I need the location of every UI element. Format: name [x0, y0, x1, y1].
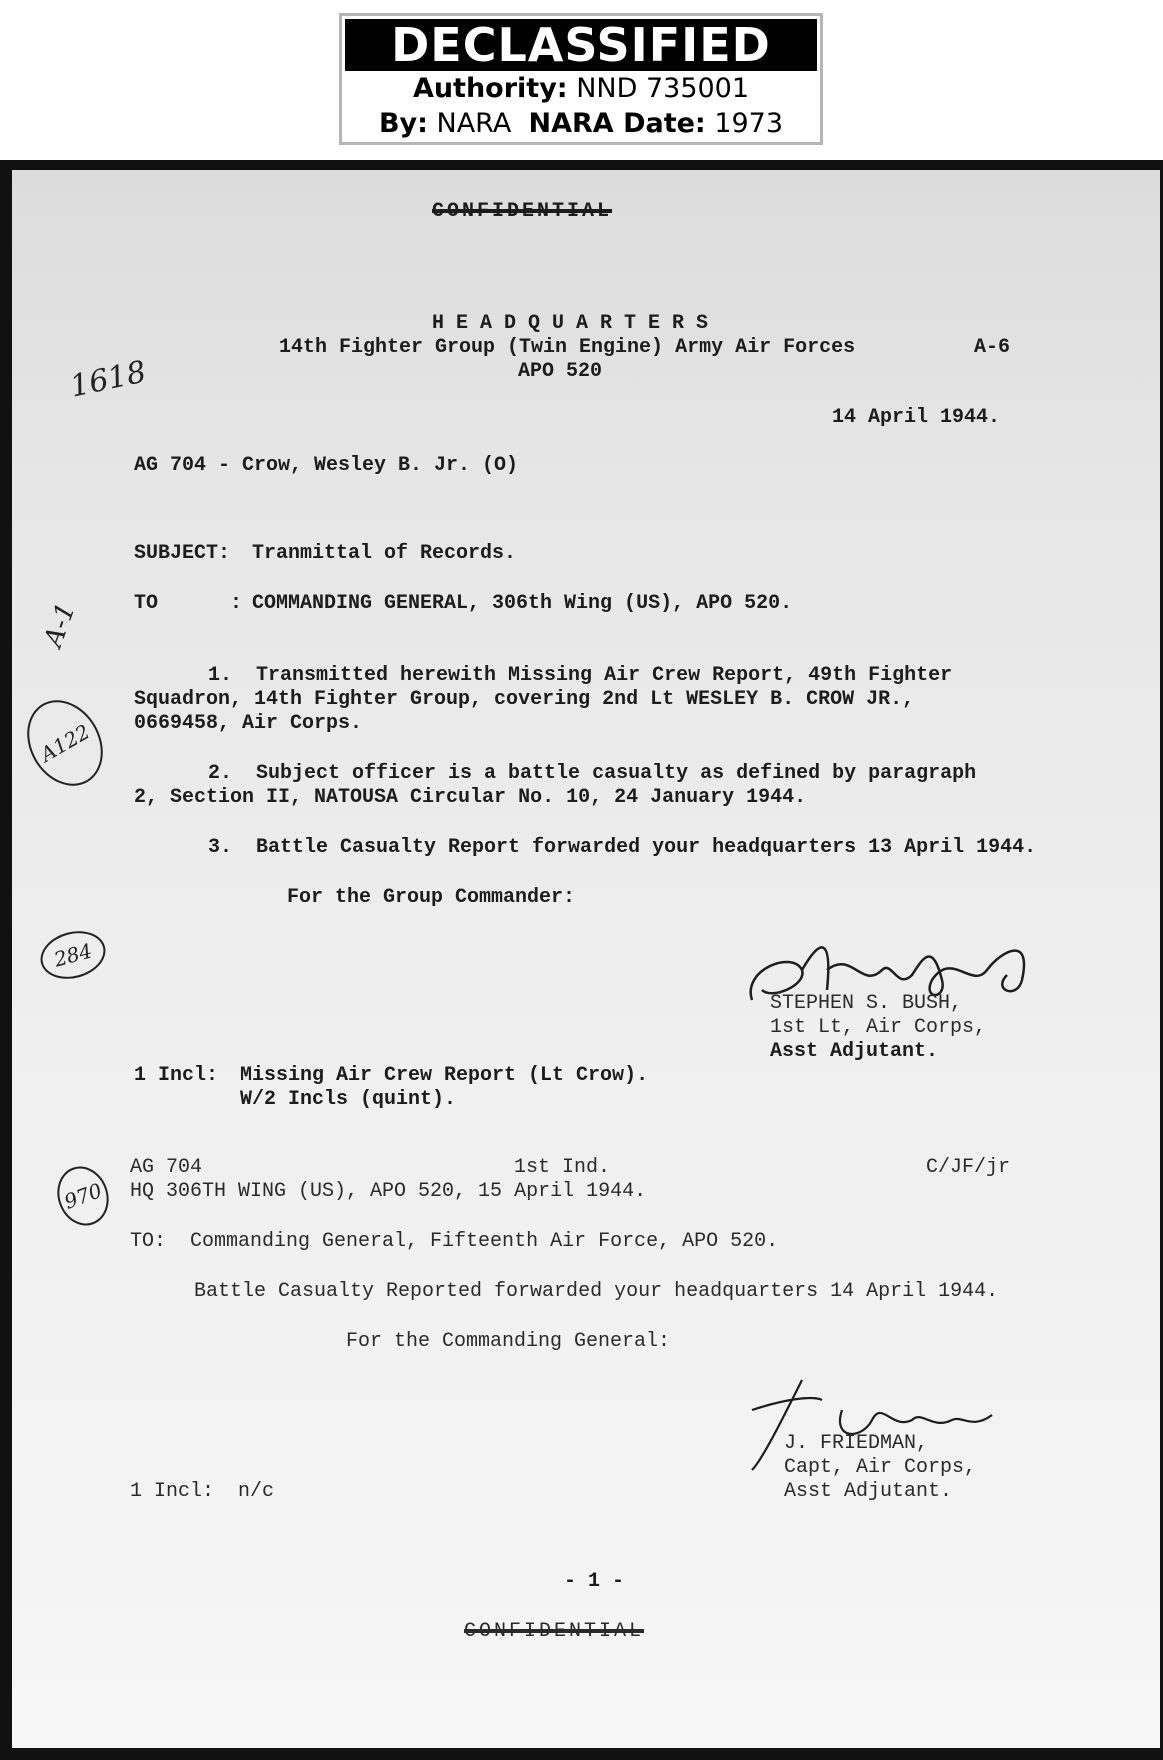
indorsement-title: 1st Ind. — [514, 1156, 611, 1179]
for-commanding-general: For the Commanding General: — [346, 1330, 671, 1353]
indorsement-to: TO: Commanding General, Fifteenth Air Force, APO 520. — [130, 1230, 779, 1253]
signer2-name: J. FRIEDMAN, — [784, 1432, 929, 1455]
signer2-title: Asst Adjutant. — [784, 1480, 953, 1503]
indorsement-inclosure: 1 Incl: n/c — [130, 1480, 275, 1503]
indorsement-origin: HQ 306TH WING (US), APO 520, 15 April 1944. — [130, 1180, 647, 1203]
classification-top: CONFIDENTIAL — [432, 200, 613, 223]
inclosure-line-1: Missing Air Crew Report (Lt Crow). — [240, 1064, 649, 1087]
to-label: TO : — [134, 592, 243, 615]
inclosure-label: 1 Incl: — [134, 1064, 219, 1087]
paragraph-3: 3. Battle Casualty Report forwarded your headquarters 13 April 1944. — [208, 836, 1037, 859]
margin-check: A-1 — [38, 599, 82, 651]
indorsement-ref: AG 704 — [130, 1156, 203, 1179]
indorsement-initials: C/JF/jr — [926, 1156, 1011, 1179]
unit-line: 14th Fighter Group (Twin Engine) Army Air Forces — [279, 336, 856, 359]
margin-circle-2: 284 — [35, 924, 111, 986]
for-group-commander: For the Group Commander: — [287, 886, 576, 909]
heading: H E A D Q U A R T E R S — [432, 312, 709, 335]
apo-line: APO 520 — [518, 360, 603, 383]
document-sheet — [12, 170, 1160, 1748]
paragraph-1-line-2: Squadron, 14th Fighter Group, covering 2nd Lt WESLEY B. CROW JR., — [134, 688, 915, 711]
subject-label: SUBJECT: — [134, 542, 231, 565]
margin-circle-3: 970 — [49, 1159, 117, 1232]
signer1-name: STEPHEN S. BUSH, — [770, 992, 963, 1015]
paragraph-1-line-1: 1. Transmitted herewith Missing Air Crew Report, 49th Fighter — [208, 664, 953, 687]
paragraph-2-line-2: 2, Section II, NATOUSA Circular No. 10, 24 January 1944. — [134, 786, 807, 809]
to-value: COMMANDING GENERAL, 306th Wing (US), APO 520. — [252, 592, 793, 615]
stamp-title: DECLASSIFIED — [345, 19, 817, 71]
page-number: - 1 - — [564, 1570, 625, 1593]
signer1-title: Asst Adjutant. — [770, 1040, 939, 1063]
paragraph-2-line-1: 2. Subject officer is a battle casualty as defined by paragraph — [208, 762, 977, 785]
signer2-rank: Capt, Air Corps, — [784, 1456, 977, 1479]
subject-value: Tranmittal of Records. — [252, 542, 517, 565]
reference-line: AG 704 - Crow, Wesley B. Jr. (O) — [134, 454, 519, 477]
inclosure-line-2: W/2 Incls (quint). — [240, 1088, 457, 1111]
declassified-stamp — [339, 13, 823, 145]
indorsement-body: Battle Casualty Reported forwarded your headquarters 14 April 1944. — [194, 1280, 999, 1303]
classification-bottom: CONFIDENTIAL — [464, 1620, 645, 1643]
margin-circle-1: A122 — [12, 687, 118, 800]
signer1-rank: 1st Lt, Air Corps, — [770, 1016, 987, 1039]
page-reference: A-6 — [974, 336, 1011, 359]
document-date: 14 April 1944. — [832, 406, 1001, 429]
paragraph-1-line-3: 0669458, Air Corps. — [134, 712, 363, 735]
stamp-by: By: NARA NARA Date: 1973 — [378, 108, 784, 139]
scanned-document — [0, 160, 1163, 1760]
margin-number: 1618 — [67, 354, 150, 405]
stamp-authority: Authority: NND 735001 — [412, 73, 750, 104]
